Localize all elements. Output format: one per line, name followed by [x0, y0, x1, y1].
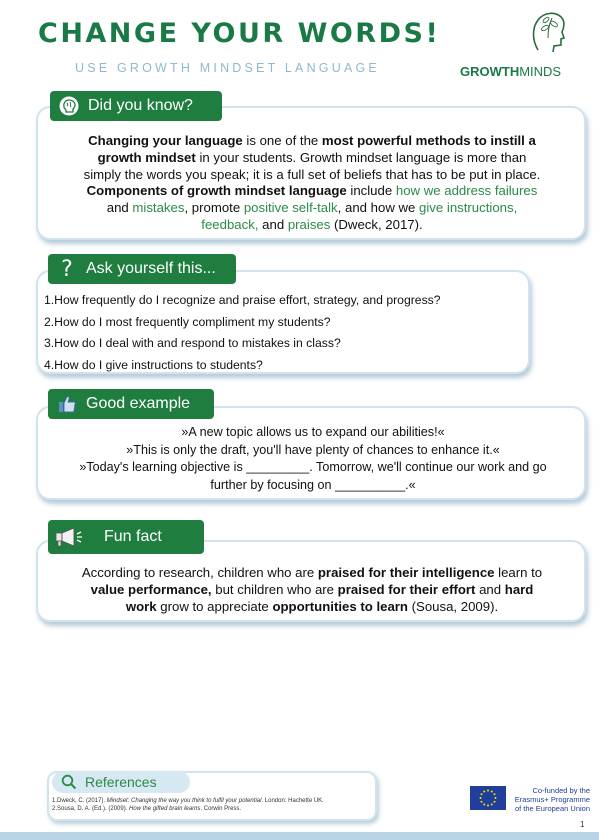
- head-with-plant-logo-icon: [528, 6, 568, 54]
- did-you-know-tag: [50, 91, 222, 121]
- text-line: 1.Dweck, C. (2017). Mindset: Changing the way you think to fulfil your potential. London: Hachette UK.: [52, 798, 324, 804]
- good-example-tag: [48, 389, 214, 419]
- bottom-band: [0, 832, 599, 840]
- page-subtitle: USE GROWTH MINDSET LANGUAGE: [75, 61, 380, 75]
- eu-flag-icon: [470, 786, 506, 810]
- example-line: »A new topic allows us to expand our abilities!«: [181, 425, 445, 439]
- eu-cofunded-text: Co-funded by the Erasmus+ Programme of the European Union: [514, 786, 590, 813]
- list-item: 4.How do I give instructions to students?: [44, 357, 263, 372]
- text-line: growth mindset in your students. Growth mindset language is more than: [97, 149, 527, 165]
- good-example-label: Good example: [86, 395, 191, 412]
- brand-wordmark: GROWTHMINDS: [460, 64, 562, 79]
- example-line: »This is only the draft, you'll have plenty of chances to enhance it.«: [126, 442, 500, 457]
- references-list: [52, 797, 324, 813]
- text-line: work grow to appreciate opportunities to learn (Sousa, 2009).: [125, 598, 499, 614]
- text-line: According to research, children who are praised for their intelligence learn to: [81, 565, 543, 580]
- text-line: Changing your language is one of the most powerful methods to instill a: [88, 133, 536, 148]
- text-line: value performance, but children who are praised for their effort and hard: [90, 581, 534, 597]
- brain-icon: [58, 95, 80, 117]
- text-line: Components of growth mindset language include how we address failures: [86, 183, 538, 199]
- page-number: 1: [580, 820, 585, 829]
- ask-yourself-tag: [48, 254, 236, 284]
- question-list: [44, 290, 441, 376]
- text-line: 2.Sousa, D. A. (Ed.). (2009). How the gifted brain learns. Corwin Press.: [52, 806, 242, 812]
- example-line: »Today's learning objective is _________. Tomorrow, we'll continue our work and go: [79, 460, 547, 474]
- list-item: 3.How do I deal with and respond to mistakes in class?: [44, 336, 341, 351]
- did-you-know-label: Did you know?: [88, 97, 193, 114]
- did-you-know-text: [40, 133, 584, 234]
- list-item: 2.How do I most frequently compliment my students?: [44, 314, 331, 329]
- example-line: further by focusing on __________.«: [210, 477, 416, 492]
- question-mark-icon: ?: [61, 256, 73, 282]
- text-line: and mistakes, promote positive self-talk, and how we give instructions,: [106, 200, 518, 216]
- text-line: feedback, and praises (Dweck, 2017).: [201, 216, 423, 232]
- list-item: 1.How frequently do I recognize and praise effort, strategy, and progress?: [44, 293, 441, 307]
- fun-fact-label: Fun fact: [104, 528, 162, 545]
- fun-fact-text: [40, 565, 584, 615]
- references-label: References: [85, 774, 157, 790]
- thumbs-up-icon: [56, 393, 78, 415]
- text-line: simply the words you speak; it is a full set of beliefs that has to be put in place.: [83, 166, 541, 182]
- search-icon: [61, 774, 77, 790]
- megaphone-icon: [54, 526, 84, 548]
- ask-yourself-label: Ask yourself this...: [86, 260, 216, 277]
- page-title: CHANGE YOUR WORDS!: [38, 18, 441, 49]
- fun-fact-tag: [48, 520, 204, 554]
- references-tag: [52, 771, 190, 793]
